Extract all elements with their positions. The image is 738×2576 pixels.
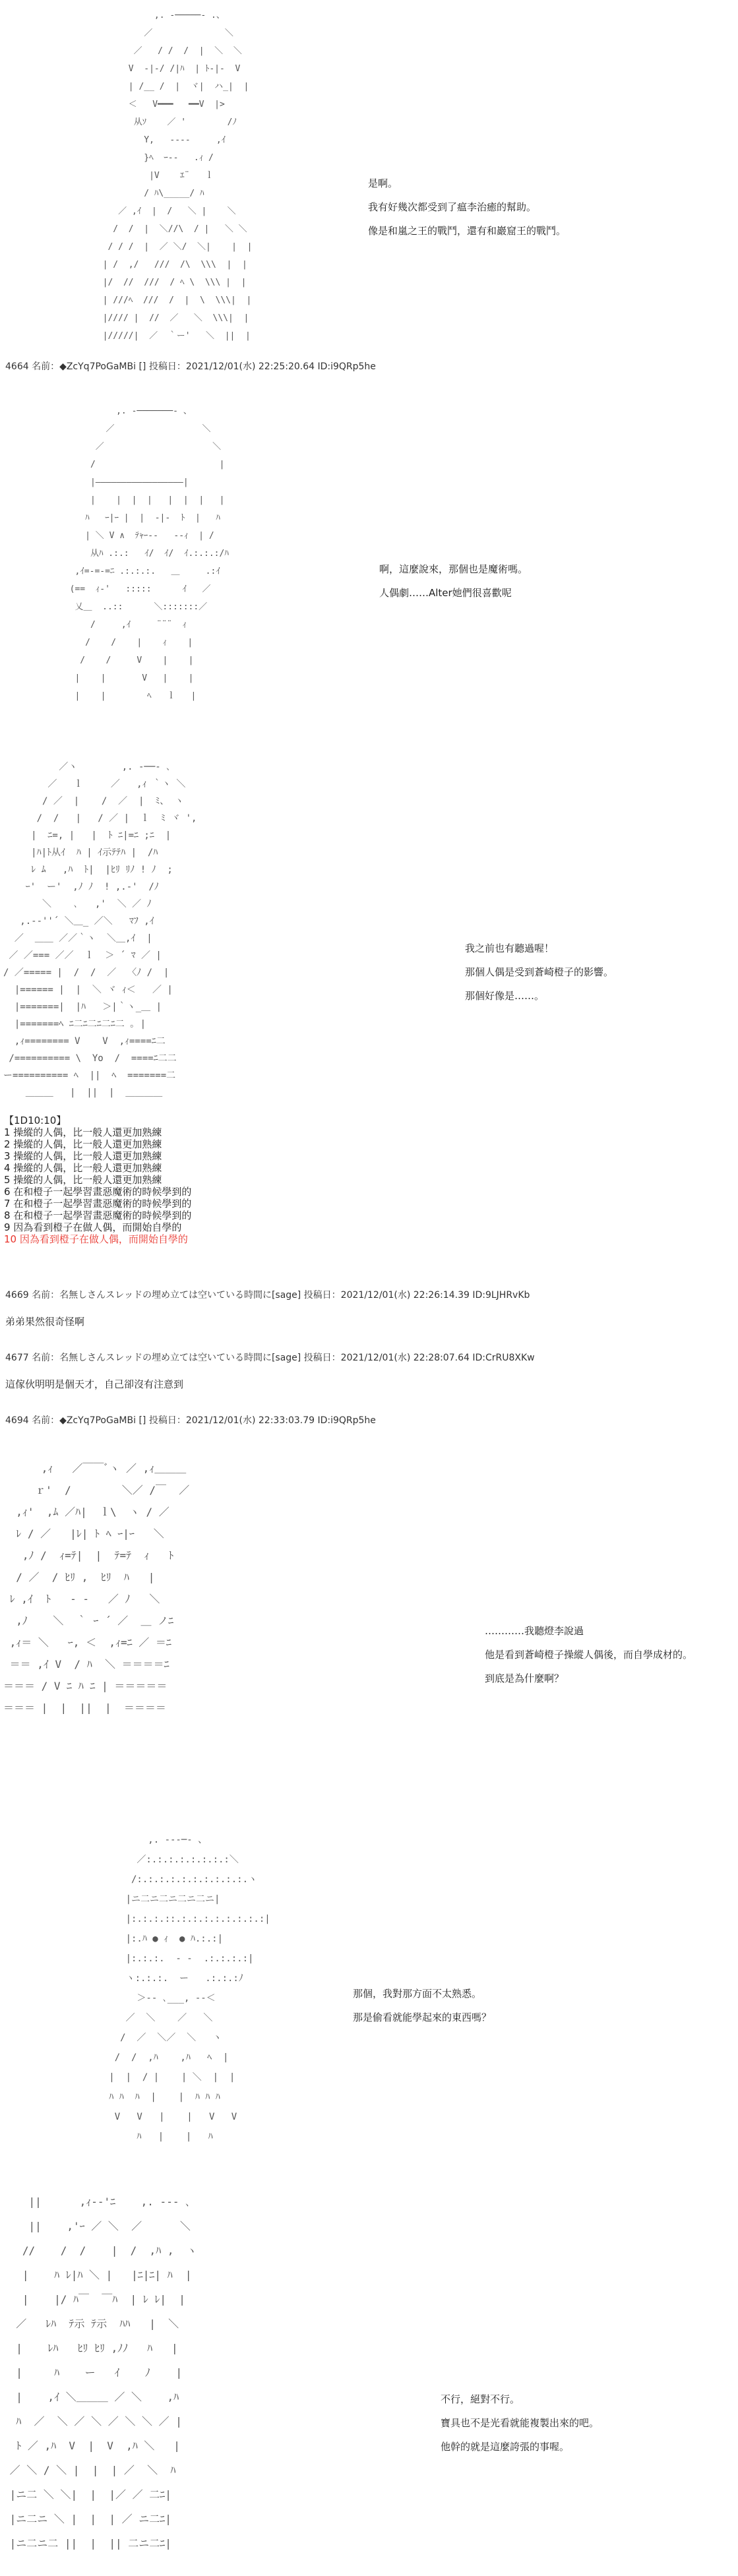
dice-option: 9 因為看到橙子在做人偶，而開始自學的 — [4, 1221, 182, 1233]
dialogue-line: 那是偷看就能學起來的東西嗎？ — [353, 2011, 492, 2023]
dialogue-block-5 — [353, 1982, 491, 2029]
dialogue-block-1 — [368, 171, 566, 243]
dialogue-block-3 — [465, 936, 613, 1008]
dice-option: 5 操縱的人偶，比一般人還更加熟練 — [4, 1174, 162, 1186]
dice-result-block — [4, 1115, 191, 1245]
dialogue-line: 那個人偶是受到蒼崎橙子的影響。 — [465, 966, 614, 978]
dice-option-selected: 10 因為看到橙子在做人偶，而開始自學的 — [4, 1233, 188, 1245]
dialogue-line: …………我聽燈李說過 — [485, 1625, 584, 1637]
dialogue-line: 到底是為什麼啊？ — [485, 1672, 565, 1684]
dialogue-line: 是啊。 — [368, 177, 398, 189]
dialogue-line: 我之前也有聽過喔！ — [465, 942, 555, 954]
post-header: 4664 名前：◆ZcYq7PoGaMBi [] 投稿日：2021/12/01(水) 22:25:20.64 ID:i9QRp5he — [5, 361, 376, 372]
ascii-art-3: ／ヽ ,. -──- ､ ／ ｌ ／ ,ｨ ｀ヽ ＼ / ／ | / ／ | ﾐ、 ヽ / / | / ／ | ｌ ﾐ ヾ ', | ﾆ=, | | ﾄ ﾆ|=ﾆ ;ﾆ | |ﾊ|ﾄ从ｲ ﾊ | ｲ示ﾃﾃﾊ | /ﾊ ﾚ ﾑ ,ﾊ ﾄ| |ﾋﾘ ﾘﾉ ! ﾉ ; ｰ' ー' ,ﾉ ﾉ ! ,.‐' /ﾉ ＼ ､ ,' ＼ ／ ﾉ ,.-‐''´ ＼＿_ ／＼ ﾏﾌ ,ｲ ／ ＿＿ ／／｀ヽ ＼＿,ｲ | ／ ／=== ／／ ｌ ＞ ´ ﾏ ／ | / ／===== | / / ／ 〈ﾉ / | |====== | | ＼ ヾ ｨ＜ ／ | |=======| |ﾊ ＞|｀ヽ_＿ | |=======ﾍ ﾆ二ﾆ二ﾆ二ﾆ二 ｡ | ,ｨ======== V V ,ｨ====ﾆ二 /========== \ Yo / ====ﾆ二二 ー========== ﾍ || ﾍ =======二 ＿＿＿ | || | ＿＿＿＿ — [3, 762, 197, 1098]
dice-option: 4 操縱的人偶，比一般人還更加熟練 — [4, 1162, 162, 1174]
dialogue-line: 我有好幾次都受到了瘟李治癒的幫助。 — [368, 201, 537, 213]
dialogue-line: 像是和嵐之王的戰鬥，還有和巖窟王的戰鬥。 — [368, 225, 567, 237]
dialogue-line: 那個，我對那方面不太熟悉。 — [353, 1988, 482, 2000]
dialogue-block-2 — [379, 557, 528, 605]
dialogue-block-4 — [485, 1619, 692, 1690]
dice-option: 8 在和橙子一起學習畫惡魔術的時候學到的 — [4, 1210, 192, 1221]
dialogue-line: 他幹的就是這麼誇張的事喔。 — [441, 2441, 570, 2453]
post-body: 弟弟果然很奇怪啊 — [5, 1316, 85, 1328]
post-header: 4677 名前：名無しさんスレッドの埋め立ては空いている時間に[sage] 投稿日：2021/12/01(水) 22:28:07.64 ID:CrRU8XKw — [5, 1353, 535, 1363]
ascii-art-4: ,ｨ ／￣￣ﾞヽ ／ ,ｨ＿＿＿ ｒ' / ＼／ /￣ ／ ,ｨ' ,ﾑ ／ﾊ| ｌ\ ヽ / ／ ﾚ / ／ |ﾚ| ﾄ ﾍ ｰ|ｰ ＼ ,ﾉ / ｨ=ﾃ| | ﾃ=ﾃ ｨ ﾄ / ／ / ﾋﾘ , ﾋﾘ ﾊ | ﾚ ,ｲ ﾄ ‐ ‐ ／ ﾉ ＼ ,ﾉ ＼ ｀ ｰ ´ ／ ＿ ノﾆ ,ｨ＝ ＼ ｰ, ＜ ,ｨ=ﾆ ／ ＝ﾆ ＝＝ ,ｲ V / ﾊ ＼ ＝＝＝＝ﾆ ＝＝＝ / V ﾆ ﾊ ﾆ | ＝＝＝＝＝ ＝＝＝ | | || | ＝＝＝＝ — [3, 1462, 190, 1714]
post-header: 4669 名前：名無しさんスレッドの埋め立ては空いている時間に[sage] 投稿日：2021/12/01(水) 22:26:14.39 ID:9LJHRvKb — [5, 1290, 530, 1301]
ascii-art-1: ,. -─────- .、 ／ ＼ ／ / / / | ＼ ＼ V ‐|‐/ /|ﾊ | ﾄ-|- V | /__ / | ヾ| ハ_| | ＜ V━━━ ━━V |> 从ｿ ／ ' /ﾉ Y, ‐‐‐‐ ,ｲ }ﾍ ｰ‐‐ .ｨ / |V ｴ¨ ｌ / ﾊ\_____/ ﾊ ／ ,ｲ | / ＼ | ＼ / / | ＼//\ / | ＼ ＼ / / / | ／ ＼/ ＼| | | | / ,/ /// /\ \\\ | | |/ // /// / ﾍ \ \\\ | | | ///ﾍ /// / | \ \\\| | |//// | // ／ ＼ \\\| | |/////| ／ ｀ー' ＼ || | — [102, 11, 253, 341]
dialogue-block-6 — [441, 2387, 599, 2459]
post-header: 4694 名前：◆ZcYq7PoGaMBi [] 投稿日：2021/12/01(水) 22:33:03.79 ID:i9QRp5he — [5, 1415, 376, 1426]
dialogue-line: 寶具也不是光看就能複製出來的吧。 — [441, 2417, 600, 2429]
dialogue-line: 啊，這麼說來，那個也是魔術嗎。 — [379, 563, 528, 575]
dialogue-line: 那個好像是……。 — [465, 990, 545, 1002]
dialogue-line: 不行，絕對不行。 — [441, 2393, 520, 2405]
post-body: 這傢伙明明是個天才，自己卻沒有注意到 — [5, 1378, 184, 1390]
dice-option: 6 在和橙子一起學習畫惡魔術的時候學到的 — [4, 1186, 192, 1198]
dice-option: 1 操縱的人偶，比一般人還更加熟練 — [4, 1126, 162, 1138]
ascii-art-2: ,. -───────- 、 ／ ＼ ／ ＼ / | |―――――――――――――――――| | | | | | | | | ﾊ ｰ|ｰ | | -|- ﾄ | ﾊ | ＼ V ∧ ﾃｬｰ‐‐ ‐‐ｨ | / 从ﾊ .:.: ｲ/ ｲ/ ｲ.:.:.:/ﾊ ,ｲ=-=-=ﾆ .:.:.:. ＿ .:ｲ (== ｨ-' ::::: ｲ ／ 乂＿ ..:: ＼:::::::／ / ,ｲ ¨¨¨ ｨ / / | ｨ | / / V | | | | V | | | | ﾍ ｌ | — [69, 406, 229, 701]
dialogue-line: 他是看到蒼崎橙子操縱人偶後，而自學成材的。 — [485, 1649, 693, 1661]
dialogue-line: 人偶劇……Alter她們很喜歡呢 — [379, 587, 512, 599]
ascii-art-6: || ,ｨ‐‐'ﾆ ,. --- ､ || ,'ｰ ／ ＼ ／ ＼ // / / | / ,ﾊ , ヽ | ﾊ ﾚ|ﾊ ＼ | |ﾆ|ﾆ| ﾊ | | |/ ﾊ￣ ￣ﾊ | ﾚ ﾚ| | ／ ﾚﾊ ﾃ示 ﾃ示 ﾊﾊ | ＼ | ﾚﾊ ﾋﾘ ﾋﾘ ,ﾉﾉ ﾊ | | ﾊ ー ｲ ﾉ | | ,ｲ ＼＿＿＿ ／ ＼ ,ﾊ ﾊ ／ ＼ ／ ＼ ／ ＼ ＼ ／ | ﾄ ／ ,ﾊ V | V ,ﾊ ＼ | ／ ＼ / ＼ | | | ／ ＼ ﾊ |ニ二 ＼ ＼| | |／ ／ 二ﾆ| |ニ二ニ ＼ | | | ／ ニ二ﾆ| |ニ二ニ二 || | || 二ニ二ﾆ| — [9, 2195, 197, 2550]
dice-option: 7 在和橙子一起學習畫惡魔術的時候學到的 — [4, 1198, 192, 1210]
dice-option: 2 操縱的人偶，比一般人還更加熟練 — [4, 1138, 162, 1150]
dice-option: 3 操縱的人偶，比一般人還更加熟練 — [4, 1150, 162, 1162]
ascii-art-5: ,. ---─- 、 ／:.:.:.:.:.:.:.:＼ /:.:.:.:.:.:.:.:.:.:.ヽ |ニ二ニ二ニ二ニ二ニ| |:.:.:.::.:.:.:.:.:.:.:.:| |:.ﾊ ● ｨ ● ﾊ.:.:| |:.:.:. ‐ ‐ .:.:.:.:| ヽ:.:.:. ー .:.:.:ﾉ ＞-- ､___, --＜ ／ ＼ ／ ＼ / ／ ＼／ ＼ ヽ / / ,ﾊ ,ﾊ ﾍ | | | / | | ＼ | | ﾊ ﾊ ﾊ | | ﾊ ﾊ ﾊ V V | | V V ﾊ | | ﾊ — [109, 1835, 270, 2142]
dice-title: 【1D10:10】 — [4, 1115, 67, 1126]
